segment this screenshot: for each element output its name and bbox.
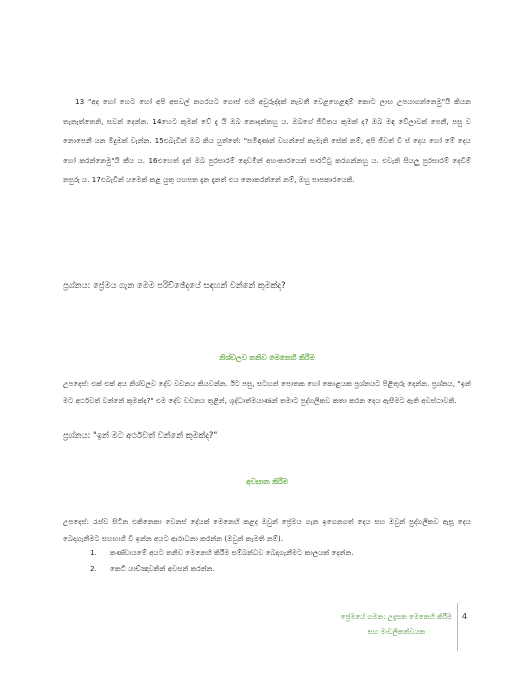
step-text: කෙටි යාච්ඤාවකින් අවසන් කරන්න. — [110, 564, 215, 573]
page-number: 4 — [462, 612, 468, 621]
advice-paragraph-closing: උපදෙස්: රැස්ව සිටින එකිනෙකා වෙනස් දේයක් මෙනෙහි කළද ඔවුන් ප්‍රේමය ගැන ඉගෙනගත් දෙය සහ ඔවුන් පුද්ගලිකව ඇසූ දෙය බෙදාගැනීමට සහභාගී වී ඉන්න අයට ආරාධනා කරන්න (ඔවුන් කැමති නම්). — [63, 517, 471, 543]
section-title-closing: අවසාන කිරීම — [246, 477, 288, 486]
step-number: 1. — [90, 548, 97, 557]
footer-title: ප්‍රේමයේ ගමන: උදෑසන මෙනෙහි කිරීම — [340, 613, 452, 621]
advice-paragraph-meditation: උපදෙස්: එක් එක් අය නිශ්චලව දේව වචනය කියවන්න. ඊට පසු, සටහන් පොතක හෝ කොළයක ප්‍රශ්නයට පිළිතුරු දෙන්න. ප්‍රශ්නය, "ඉන් මට අර්ථවත් වන්නේ කුමක්ද?" එම දේව වචනය තුළින්, ශුද්ධාත්මයාණන් තමාට පුද්ගලිකව කතා කරන දෙය ඇසීමට ඇති අවස්ථාවකි. — [63, 379, 471, 405]
intro-paragraph: 13 "අද හෝ හෙට හෝ අපි අසවල් නගරයට ගොස් එහි අවුරුද්දක් නැවතී වෙළහෙළඳාම් කොට ලාභ උපයාගන්නෙමු"යි කියන තැනැත්තෙනි, සවන් දෙන්න. 14හෙට කුමක් වේ දැ යි ඔබ නොදන්නහු ය. ඔබගේ ජීවිතය කුමක් ද? ඔබ මඳ වේලාවක් පෙනී, පසු ව නොපෙනී යන මීදුමක් වැන්න. 15එබැවින් ඔබ කිය යුත්තේ: "සමිඳාණන් වහන්සේ කැමැති සේක් නම්, අපි ජීවත් වී ස් දෙය හෝ මේ දෙය හෝ කරන්නෙමු"යි කීය ය. 16එහෙත් දැන් ඔබ පුරසාරම් දොඩමින් අහංකාරයෙන් පාරට්ටු කරගන්නහු ය. එවැනි සියලු පුරසාරම් දෙඩීම් නපුරු ය. 17එබැවින් යමෙක් කළ යුතු යහපත දැන දැනත් එය නොකරන්නේ නම්, ඔහු පාපකාරයෙකි. — [63, 97, 471, 184]
question-love-in-passage: ප්‍රශ්නය: ප්‍රේමය ගැන මෙම පරිච්ඡේදයේ සඳහන් වන්නේ කුමක්ද? — [63, 280, 286, 290]
step-text: කණ්ඩායමේ අයට තනිව මෙනෙහි කිරීම සම්බන්ධව බෙදාගැනීමට කාලයක් දෙන්න. — [110, 548, 354, 557]
footer-divider — [457, 603, 458, 651]
question-meaningful-to-me: ප්‍රශ්නය: "ඉන් මට අර්ථවත් වන්නේ කුමක්ද?" — [63, 430, 218, 440]
footer-subtitle: සහ මංඩලිකත්වයක — [367, 628, 426, 636]
step-number: 2. — [90, 564, 97, 573]
section-title-silent-meditation: නිශ්චලව තනිව මෙනෙහි කිරීම — [219, 353, 315, 362]
list-item — [90, 545, 354, 561]
closing-steps-list — [90, 545, 354, 577]
list-item — [90, 561, 354, 577]
page-footer — [341, 610, 452, 640]
